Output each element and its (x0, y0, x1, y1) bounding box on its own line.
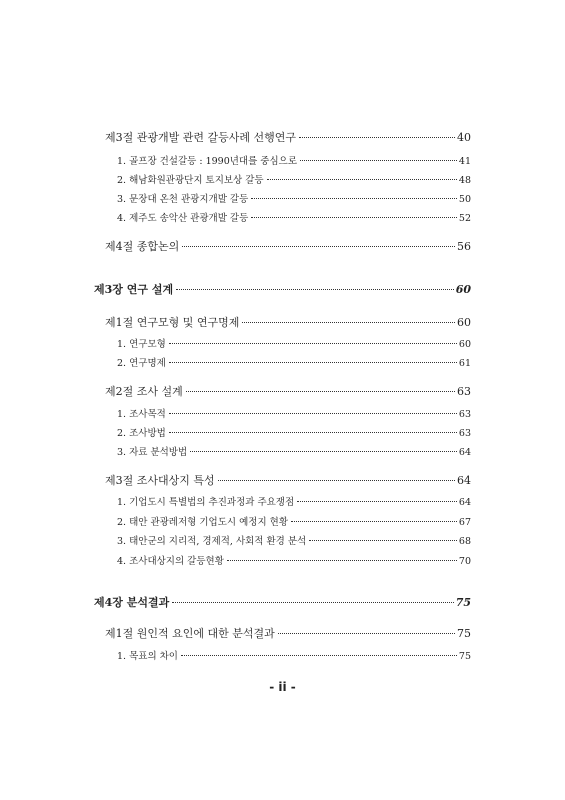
dot-leader (169, 362, 457, 363)
dot-leader (172, 602, 453, 603)
dot-leader (169, 413, 457, 414)
toc-entry-title: 1. 목표의 차이 (117, 651, 178, 662)
toc-entry-title: 3. 태안군의 지리적, 경제적, 사회적 환경 분석 (117, 536, 307, 547)
toc-page-number: 52 (458, 213, 471, 224)
toc-chapter-row[interactable] (94, 281, 471, 297)
toc-chapter-row[interactable] (94, 594, 471, 610)
dot-leader (300, 160, 457, 161)
toc-item-row[interactable] (117, 425, 471, 439)
dot-leader (267, 179, 457, 180)
toc-page-number: 64 (458, 497, 471, 508)
toc-item-row[interactable] (117, 514, 471, 528)
toc-item-row[interactable] (117, 210, 471, 224)
toc-entry-title: 2. 태안 관광레저형 기업도시 예정지 현황 (117, 517, 288, 528)
toc-page-number: 70 (458, 556, 471, 567)
toc-section-row[interactable] (105, 129, 471, 145)
toc-page-number: 63 (457, 385, 471, 398)
toc-page-number: 63 (458, 428, 471, 439)
toc-entry-title: 4. 제주도 송악산 관광개발 갈등 (117, 213, 249, 224)
toc-entry-title: 제4장 분석결과 (94, 596, 170, 609)
toc-page-number: 56 (457, 240, 471, 253)
toc-item-row[interactable] (117, 533, 471, 547)
toc-item-row[interactable] (117, 553, 471, 567)
dot-leader (297, 501, 457, 502)
toc-item-row[interactable] (117, 336, 471, 350)
toc-page-number: 60 (457, 316, 471, 329)
toc-entry-title: 2. 해남화원관광단지 토지보상 갈등 (117, 175, 264, 186)
toc-item-row[interactable] (117, 444, 471, 458)
toc-page-number: 75 (455, 596, 471, 609)
dot-leader (181, 655, 457, 656)
toc-page-number: 48 (458, 175, 471, 186)
toc-page-number: 75 (458, 651, 471, 662)
toc-page-number: 41 (458, 156, 471, 167)
toc-item-row[interactable] (117, 153, 471, 167)
dot-leader (309, 540, 457, 541)
dot-leader (190, 451, 457, 452)
dot-leader (176, 289, 454, 290)
toc-page-number: 63 (458, 409, 471, 420)
toc-entry-title: 제1절 원인적 요인에 대한 분석결과 (105, 627, 275, 640)
toc-entry-title: 제3장 연구 설계 (94, 283, 174, 296)
toc-entry-title: 제4절 종합논의 (105, 240, 180, 253)
toc-item-row[interactable] (117, 648, 471, 662)
dot-leader (278, 633, 455, 634)
toc-item-row[interactable] (117, 172, 471, 186)
dot-leader (186, 391, 455, 392)
toc-section-row[interactable] (105, 238, 471, 254)
toc-entry-title: 2. 조사방법 (117, 428, 166, 439)
toc-section-row[interactable] (105, 472, 471, 488)
dot-leader (169, 343, 457, 344)
dot-leader (251, 198, 457, 199)
toc-entry-title: 1. 연구모형 (117, 339, 166, 350)
toc-section-row[interactable] (105, 625, 471, 641)
dot-leader (251, 217, 457, 218)
dot-leader (227, 560, 457, 561)
toc-entry-title: 4. 조사대상지의 갈등현황 (117, 556, 224, 567)
toc-entry-title: 3. 자료 분석방법 (117, 447, 188, 458)
toc-page-number: 60 (455, 283, 471, 296)
toc-entry-title: 2. 연구명제 (117, 358, 166, 369)
dot-leader (299, 137, 455, 138)
dot-leader (242, 322, 455, 323)
toc-entry-title: 제2절 조사 설계 (105, 385, 183, 398)
toc-entry-title: 제3절 관광개발 관련 갈등사례 선행연구 (105, 131, 296, 144)
toc-page-number: 40 (457, 131, 471, 144)
toc-entry-title: 1. 골프장 건설갈등 : 1990년대를 중심으로 (117, 156, 298, 167)
page-number-footer: - ii - (269, 680, 296, 694)
dot-leader (169, 432, 457, 433)
toc-item-row[interactable] (117, 355, 471, 369)
toc-entry-title: 제1절 연구모형 및 연구명제 (105, 316, 240, 329)
toc-page-number: 60 (458, 339, 471, 350)
toc-page-number: 64 (458, 447, 471, 458)
dot-leader (291, 521, 457, 522)
toc-page-number: 61 (458, 358, 471, 369)
toc-entry-title: 3. 문장대 온천 관광지개발 갈등 (117, 194, 249, 205)
toc-page-number: 67 (458, 517, 471, 528)
dot-leader (182, 246, 455, 247)
toc-entry-title: 1. 기업도시 특별법의 추진과정과 주요쟁점 (117, 497, 295, 508)
toc-page-number: 50 (458, 194, 471, 205)
toc-entry-title: 제3절 조사대상지 특성 (105, 474, 215, 487)
toc-section-row[interactable] (105, 314, 471, 330)
toc-page-number: 68 (458, 536, 471, 547)
toc-section-row[interactable] (105, 383, 471, 399)
toc-item-row[interactable] (117, 191, 471, 205)
toc-item-row[interactable] (117, 494, 471, 508)
toc-page-number: 64 (457, 474, 471, 487)
toc-entry-title: 1. 조사목적 (117, 409, 166, 420)
toc-item-row[interactable] (117, 406, 471, 420)
dot-leader (218, 480, 455, 481)
toc-page-number: 75 (457, 627, 471, 640)
